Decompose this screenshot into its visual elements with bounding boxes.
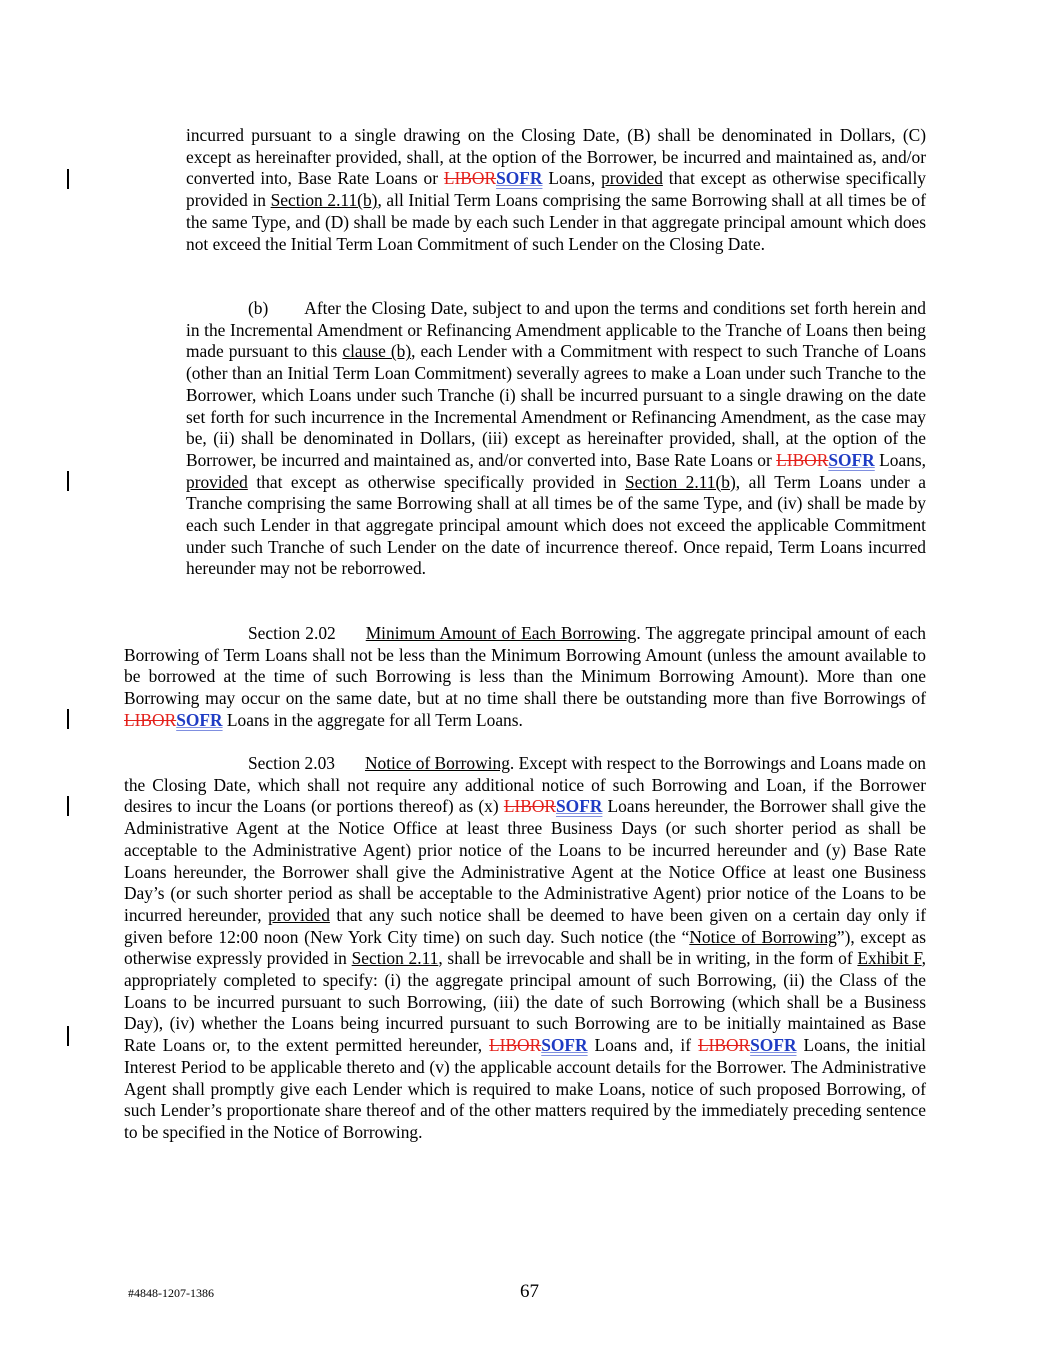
- inserted-text: SOFR: [750, 1035, 797, 1056]
- text-run: , appropriately completed to specify: (i) the aggregate principal amount of such Borrowing, (ii) the Class of the Loans to be incurred pursuant to such Borrowing, (iii) the date of such Borrowing (which shall be a Business Day), (iv) whether the Loans being incurred pursuant to such Borrowing are to be initially maintained as Base Rate Loans or, to the extent permitted hereunder,: [124, 948, 926, 1056]
- text-run: After the Closing Date, subject to and upon the terms and conditions set forth herein and in the Incremental Amendment or Refinancing Amendment applicable to the Tranche of Loans then being made pursuant to this: [186, 298, 926, 362]
- deleted-text: LIBOR: [503, 796, 556, 817]
- section-heading: Notice of Borrowing: [364, 753, 510, 773]
- change-bar: [67, 796, 69, 816]
- defined-term: provided: [268, 904, 330, 925]
- change-bar: [67, 709, 69, 729]
- cross-reference: clause (b): [342, 341, 412, 362]
- section-2-03: [124, 753, 926, 1144]
- paragraph-b: [186, 298, 926, 580]
- inserted-text: SOFR: [828, 449, 875, 470]
- text-run: Loans,: [874, 449, 927, 470]
- section-number: Section 2.03: [248, 753, 335, 773]
- section-2-02: [124, 623, 926, 732]
- text-run: , all Initial Term Loans comprising the same Borrowing shall at all times be of the same Type, and (D) shall be made by each such Lender in that aggregate principal amount which does not exceed the Initial Term Loan Commitment of such Lender on the Closing Date.: [186, 190, 926, 254]
- text-run: Loans, the initial Interest Period to be applicable thereto and (v) the applicable account details for the Borrower. The Administrative Agent shall promptly give each Lender which is required to make Loans, notice of such proposed Borrowing, of such Lender’s proportionate share thereof and of the other matters required by the immediately preceding sentence to be specified in the Notice of Borrowing.: [124, 1035, 926, 1142]
- deleted-text: LIBOR: [776, 449, 829, 470]
- text-run: . The aggregate principal amount of each Borrowing of Term Loans shall not be less than the Minimum Borrowing Amount (unless the amount available to be borrowed at the time of such Borrowing is less than the Minimum Borrowing Amount). More than one Borrowing may occur on the same date, but at no time shall there be outstanding more than five Borrowings of: [124, 623, 926, 709]
- text-run: that any such notice shall be deemed to have been given on a certain day only if given before 12:00 noon (New York City time) on such day. Such notice (the “: [124, 904, 926, 947]
- deleted-text: LIBOR: [489, 1035, 542, 1056]
- inserted-text: SOFR: [496, 168, 543, 189]
- text-run: that except as otherwise specifically provided in: [247, 471, 625, 492]
- deleted-text: LIBOR: [443, 168, 497, 189]
- cross-reference: Section 2.11: [351, 948, 439, 969]
- text-run: . Except with respect to the Borrowings and Loans made on the Closing Date, which shall not require any additional notice of such Borrowing and Loan, if the Borrower desires to incur the Loans (or portions thereof) as (x): [124, 753, 926, 817]
- page-number: 67: [520, 1281, 539, 1302]
- inserted-text: SOFR: [541, 1035, 588, 1056]
- inserted-text: SOFR: [556, 796, 603, 817]
- document-id: #4848-1207-1386: [128, 1286, 214, 1300]
- text-run: , shall be irrevocable and shall be in writing, in the form of: [438, 948, 858, 969]
- text-run: that except as otherwise specifically provided in: [186, 168, 926, 211]
- text-run: , each Lender with a Commitment with respect to such Tranche of Loans (other than an Initial Term Loan Commitment) severally agrees to make a Loan under such Tranche to the Borrower, which Loans under such Tranche (i) shall be incurred pursuant to a single drawing on the date set forth for such incurrence in the Incremental Amendment or Refinancing Amendment, as the case may be, (ii) shall be denominated in Dollars, (iii) except as hereinafter provided, shall, at the option of the Borrower, be incurred and maintained as, and/or converted into, Base Rate Loans or: [186, 341, 926, 470]
- text-run: incurred pursuant to a single drawing on the Closing Date, (B) shall be denominated in Dollars, (C) except as hereinafter provided, shall, at the option of the Borrower, be incurred and maintained as, and/or converted into, Base Rate Loans or: [186, 125, 926, 189]
- cross-reference: Section 2.11(b): [270, 190, 378, 211]
- deleted-text: LIBOR: [697, 1035, 751, 1056]
- defined-term: provided: [186, 471, 248, 492]
- section-number: Section 2.02: [248, 623, 336, 643]
- text-run: , all Term Loans under a Tranche comprising the same Borrowing shall at all times be of the same Type, and (iv) shall be made by each such Lender in that aggregate principal amount which does not exceed the applicable Commitment under such Tranche of such Lender on the date of incurrence thereof. Once repaid, Term Loans incurred hereunder may not be reborrowed.: [186, 471, 926, 579]
- change-bar: [67, 1026, 69, 1046]
- defined-term: Notice of Borrowing: [689, 926, 837, 947]
- cross-reference: Section 2.11(b): [625, 471, 736, 492]
- change-bar: [67, 169, 69, 189]
- text-run: Loans,: [542, 168, 602, 189]
- change-bar: [67, 471, 69, 491]
- text-run: Loans and, if: [587, 1035, 698, 1056]
- deleted-text: LIBOR: [124, 709, 177, 730]
- cross-reference: Exhibit F: [857, 948, 922, 969]
- text-run: ”), except as otherwise expressly provided in: [124, 926, 926, 969]
- text-run: Loans hereunder, the Borrower shall give the Administrative Agent at the Notice Office at least three Business Days (or such shorter period as shall be acceptable to the Administrative Agent) prior notice of the Loans to be incurred hereunder and (y) Base Rate Loans hereunder, the Borrower shall give the Administrative Agent at the Notice Office at least one Business Day’s (or such shorter period as shall be acceptable to the Administrative Agent) prior notice of the Loans to be incurred hereunder,: [124, 796, 926, 925]
- text-run: Loans in the aggregate for all Term Loans.: [222, 709, 523, 730]
- inserted-text: SOFR: [176, 709, 223, 730]
- paragraph-a-continuation: [186, 125, 926, 255]
- section-heading: Minimum Amount of Each Borrowing: [365, 623, 637, 643]
- clause-label: (b): [248, 298, 269, 318]
- defined-term: provided: [601, 168, 663, 189]
